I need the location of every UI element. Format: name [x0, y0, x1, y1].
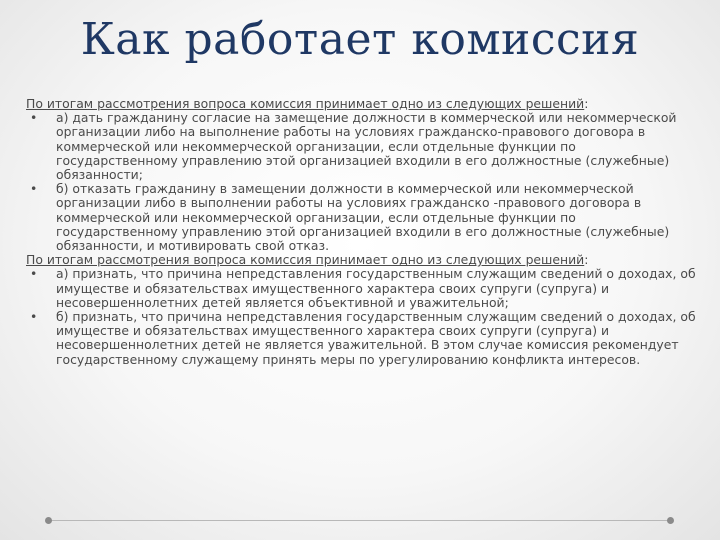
- heading-colon: :: [584, 96, 589, 111]
- bottom-divider: [49, 520, 671, 521]
- list-item: [26, 310, 698, 367]
- slide-content: [26, 97, 698, 367]
- bullet-icon: •: [30, 309, 38, 325]
- slide-title: Как работает комиссия: [80, 14, 640, 65]
- divider-dot-left: [45, 517, 52, 524]
- list-item: [26, 111, 698, 182]
- heading-colon: :: [584, 252, 589, 268]
- list-item-text: б) признать, что причина непредставления государственным служащим сведений о доходах, об имуществе и обязательствах имущественного характера своих супруги (супруга) и несовершеннолетних детей не является уважительной. В этом случае комиссия рекомендует государственному служащему принять меры по урегулированию конфликта интересов.: [56, 309, 696, 367]
- list-item-text: а) признать, что причина непредставления государственным служащим сведений о доходах, об имуществе и обязательствах имущественного характера своих супруги (супруга) и несовершеннолетних детей является объективной и уважительной;: [56, 266, 696, 310]
- bullet-icon: •: [30, 181, 38, 197]
- section-heading-text: По итогам рассмотрения вопроса комиссия принимает одно из следующих решений: [26, 96, 585, 111]
- list-item: [26, 267, 698, 310]
- section-heading-text: По итогам рассмотрения вопроса комиссия принимает одно из следующих решений: [26, 252, 585, 268]
- bullet-icon: •: [30, 110, 38, 126]
- list-item-text: б) отказать гражданину в замещении должности в коммерческой или некоммерческой организации либо в выполнении работы на условиях гражданско -правового договора в коммерческой или некоммерческой организации, если отдельные функции по государственному управлению этой организацией входили в его должностные (служебные) обязанности, и мотивировать свой отказ.: [56, 181, 670, 254]
- list-item: [26, 182, 698, 253]
- divider-dot-right: [667, 517, 674, 524]
- list-item-text: а) дать гражданину согласие на замещение должности в коммерческой или некоммерческой организации либо на выполнение работы на условиях гражданско-правового договора в коммерческой или некоммерческой организации, если отдельные функции по государственному управлению этой организацией входили в его должностные (служебные) обязанности;: [56, 110, 677, 183]
- bullet-icon: •: [30, 266, 38, 282]
- section-heading: [26, 97, 698, 111]
- section-heading: [26, 253, 698, 267]
